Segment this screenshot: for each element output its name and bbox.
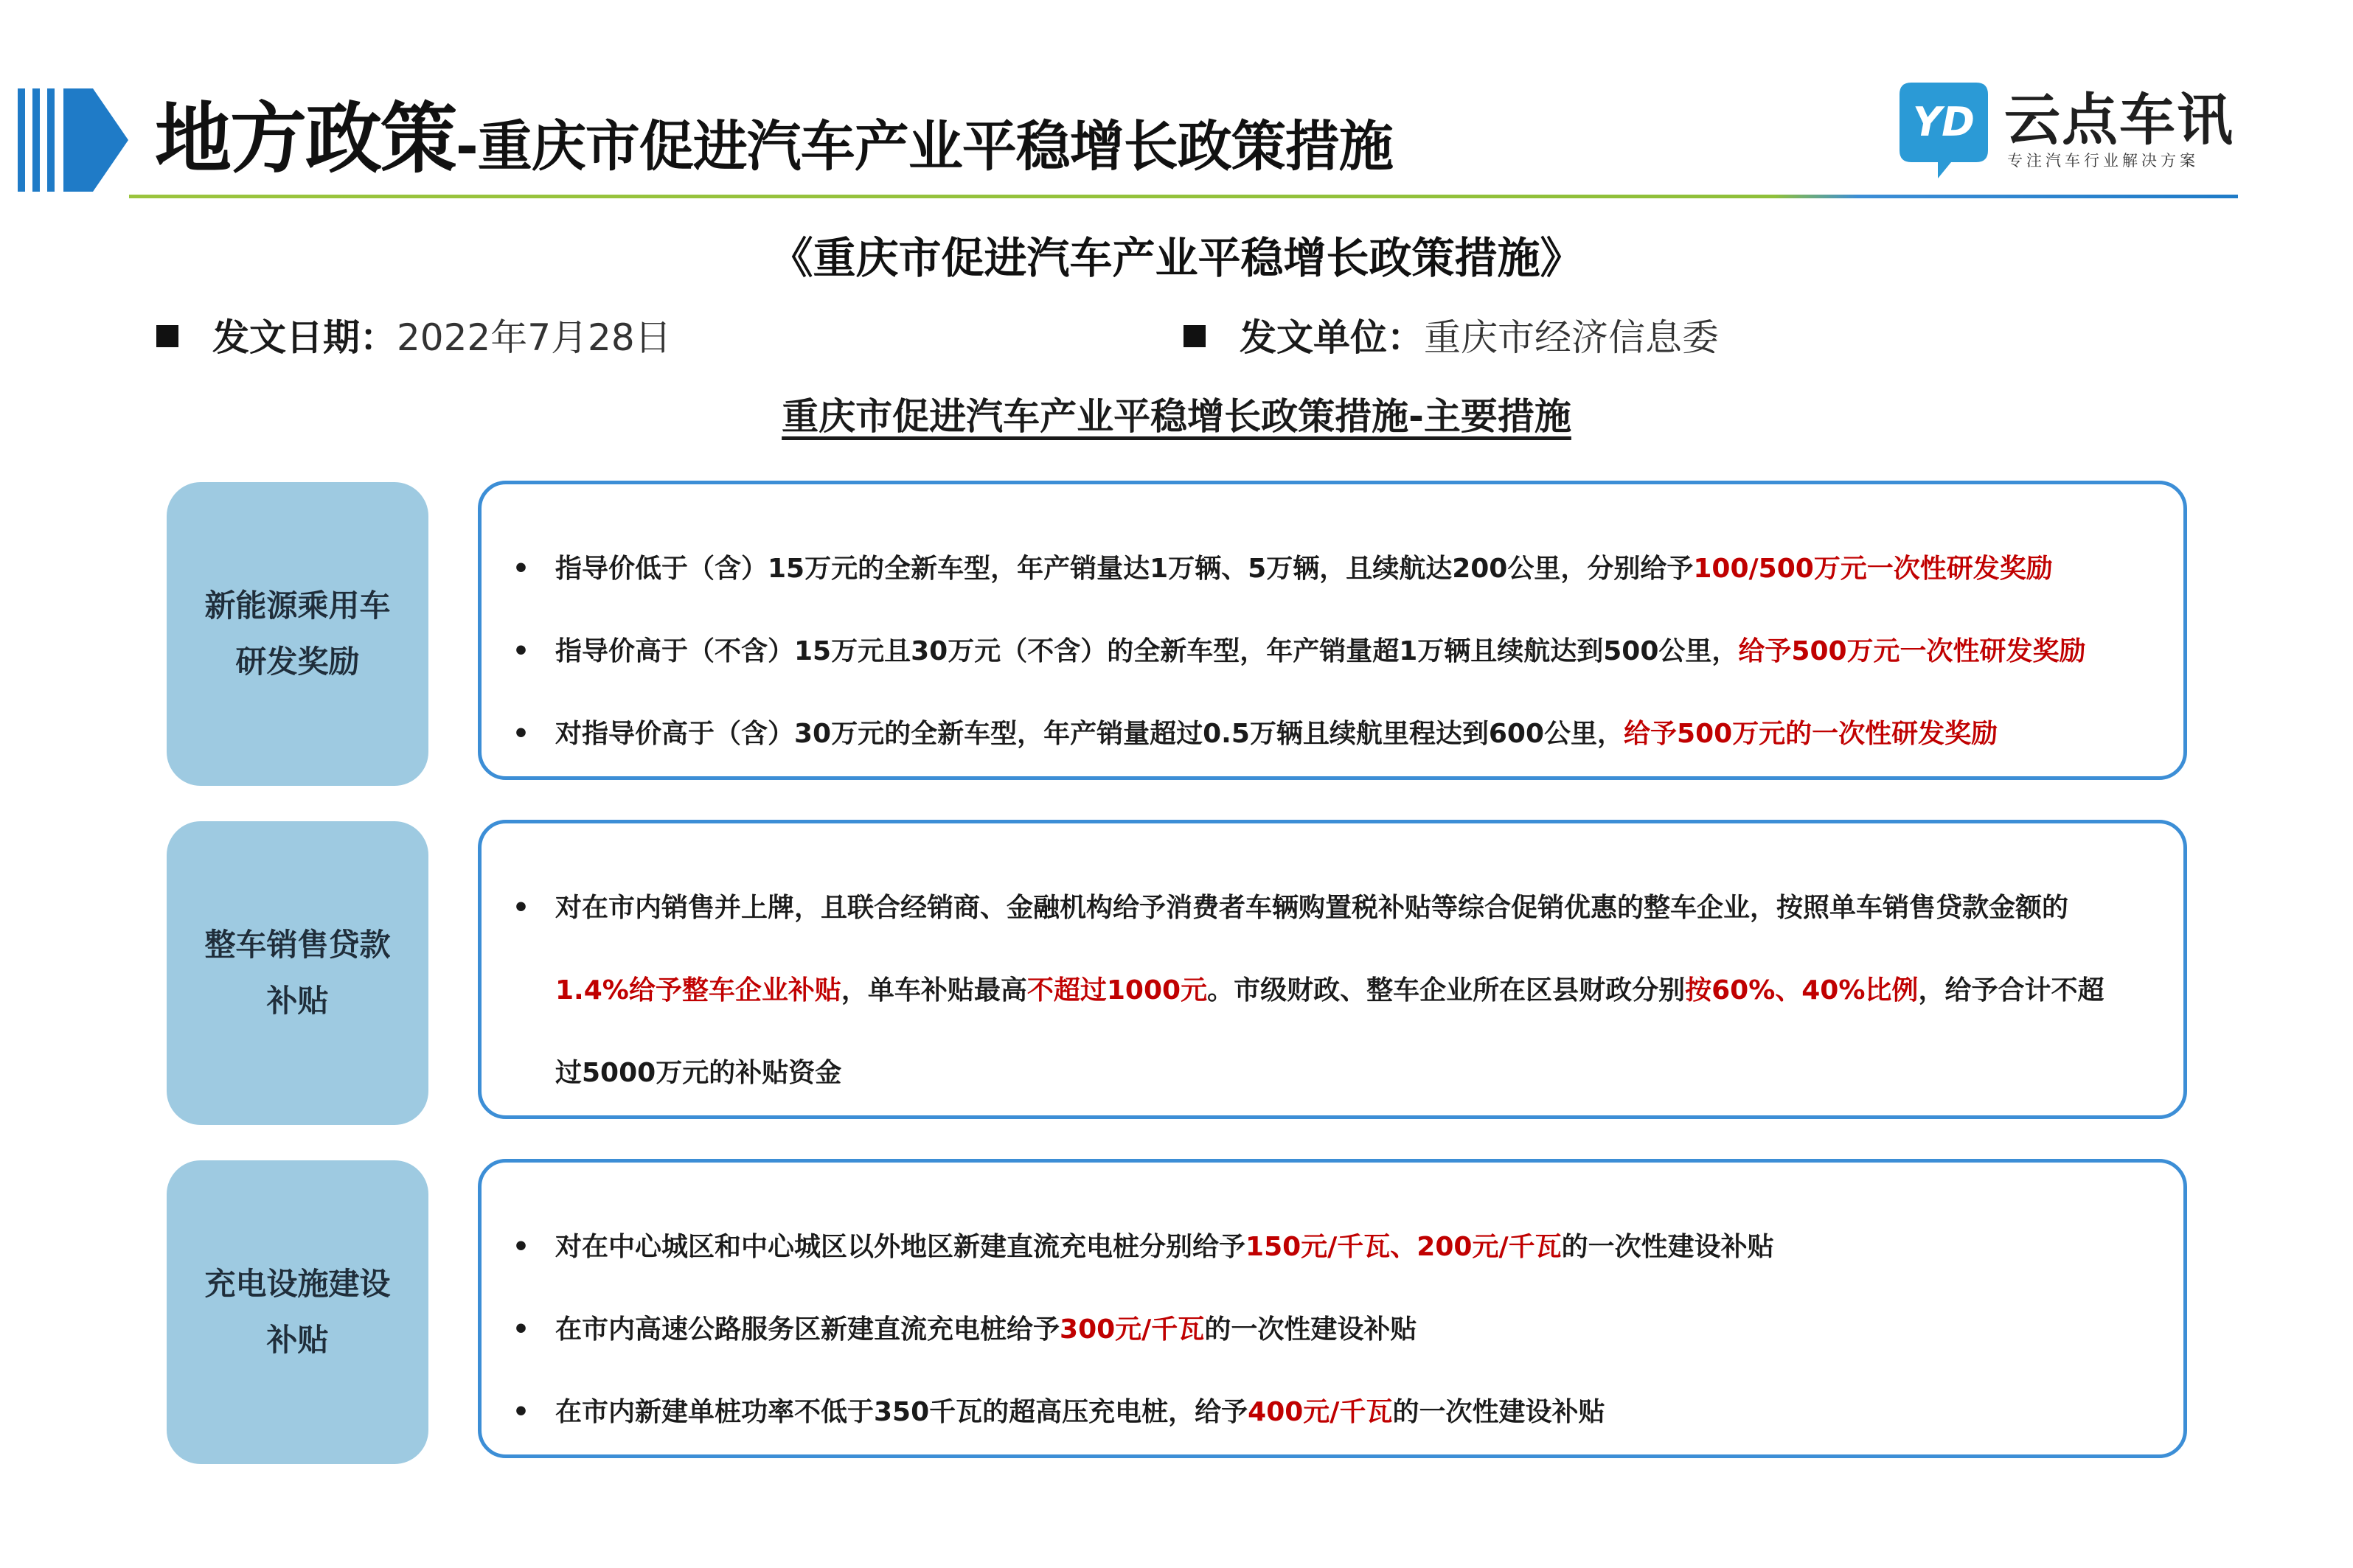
document-title: 《重庆市促进汽车产业平稳增长政策措施》 — [770, 233, 1583, 283]
list-item — [512, 547, 2053, 591]
list-item — [512, 1308, 1417, 1352]
category-tag-line: 研发奖励 — [235, 644, 360, 680]
item-text: 。市级财政、整车企业所在区县财政分别 — [1207, 975, 1686, 1006]
item-highlight: 1.4%给予整车企业补贴 — [555, 975, 841, 1006]
bullet-icon: • — [512, 554, 530, 584]
logo-tagline: 专注汽车行业解决方案 — [2007, 152, 2199, 170]
bullet-icon: • — [512, 636, 530, 666]
issue-date — [156, 308, 672, 367]
logo-icon — [1900, 83, 1988, 178]
paragraph-line: 过5000万元的补贴资金 — [555, 1058, 842, 1088]
list-item — [512, 1390, 1605, 1435]
colon: ： — [360, 316, 397, 359]
category-tag-charging — [167, 1160, 428, 1464]
item-text: 对在市内销售并上牌，且联合经销商、金融机构给予消费者车辆购置税补贴等综合促销优惠的整车企业，按照单车销售贷款金额的 — [555, 893, 2069, 923]
item-highlight: 不超过1000元 — [1026, 975, 1208, 1006]
item-text: ，给予合计不超 — [1918, 975, 2105, 1006]
section-heading: 重庆市促进汽车产业平稳增长政策措施-主要措施 — [782, 395, 1571, 438]
category-tag-line: 新能源乘用车 — [204, 588, 391, 624]
item-text: 在市内新建单桩功率不低于350千瓦的超高压充电桩，给予 — [555, 1397, 1248, 1427]
bullet-icon: • — [512, 1232, 530, 1262]
issuer — [1184, 308, 1719, 367]
item-text: 的一次性建设补贴 — [1392, 1397, 1605, 1427]
policy-box-charging — [478, 1159, 2187, 1458]
item-text: 指导价高于（不含）15万元且30万元（不含）的全新车型，年产销量超1万辆且续航达到500公里， — [555, 636, 1739, 666]
logo-name: 云点车讯 — [2004, 87, 2234, 153]
item-text: ，单车补贴最高 — [841, 975, 1027, 1006]
item-highlight: 100/500万元一次性研发奖励 — [1693, 554, 2053, 584]
header-bars-icon — [18, 88, 128, 192]
header-divider — [129, 192, 2238, 201]
paragraph-line — [512, 886, 2068, 930]
bullet-icon: • — [512, 1314, 530, 1345]
policy-box-loan-subsidy — [478, 820, 2187, 1119]
item-text: 对在中心城区和中心城区以外地区新建直流充电桩分别给予 — [555, 1232, 1246, 1262]
paragraph-line — [555, 969, 2104, 1013]
list-item — [512, 630, 2086, 674]
list-item — [512, 712, 1998, 756]
item-text: 的一次性建设补贴 — [1204, 1314, 1417, 1345]
page-title-sub: -重庆市促进汽车产业平稳增长政策措施 — [456, 115, 1393, 178]
issue-date-label: 发文日期 — [212, 316, 360, 359]
item-highlight: 给予500万元一次性研发奖励 — [1738, 636, 2086, 666]
bullet-icon: • — [512, 1397, 530, 1427]
bullet-icon: • — [512, 893, 530, 923]
category-tag-rd-reward — [167, 482, 428, 786]
item-highlight: 按60%、40%比例 — [1685, 975, 1919, 1006]
category-tag-loan-subsidy — [167, 821, 428, 1125]
item-text: 的一次性建设补贴 — [1561, 1232, 1774, 1262]
page-title — [155, 87, 1393, 198]
square-bullet-icon — [156, 325, 178, 347]
issuer-value: 重庆市经济信息委 — [1424, 316, 1719, 359]
category-tag-line: 充电设施建设 — [204, 1266, 391, 1302]
colon: ： — [1387, 316, 1424, 359]
category-tag-line: 整车销售贷款 — [204, 927, 391, 963]
issuer-label: 发文单位 — [1240, 316, 1387, 359]
logo-mark-text: YD — [1913, 99, 1975, 145]
list-item — [512, 1225, 1774, 1269]
item-text: 对指导价高于（含）30万元的全新车型，年产销量超过0.5万辆且续航里程达到600公里， — [555, 719, 1624, 749]
issue-date-value: 2022年7月28日 — [397, 316, 672, 359]
item-highlight: 300元/千瓦 — [1060, 1314, 1205, 1345]
category-tag-line: 补贴 — [266, 1322, 329, 1358]
item-highlight: 给予500万元的一次性研发奖励 — [1624, 719, 1998, 749]
policy-box-rd-reward — [478, 481, 2187, 780]
category-tag-line: 补贴 — [266, 983, 329, 1019]
bullet-icon: • — [512, 719, 530, 749]
page-title-main: 地方政策 — [155, 94, 456, 184]
item-highlight: 400元/千瓦 — [1248, 1397, 1393, 1427]
item-highlight: 150元/千瓦、200元/千瓦 — [1245, 1232, 1562, 1262]
item-text: 指导价低于（含）15万元的全新车型，年产销量达1万辆、5万辆，且续航达200公里，分别给予 — [555, 554, 1694, 584]
square-bullet-icon — [1184, 325, 1206, 347]
item-text: 在市内高速公路服务区新建直流充电桩给予 — [555, 1314, 1060, 1345]
